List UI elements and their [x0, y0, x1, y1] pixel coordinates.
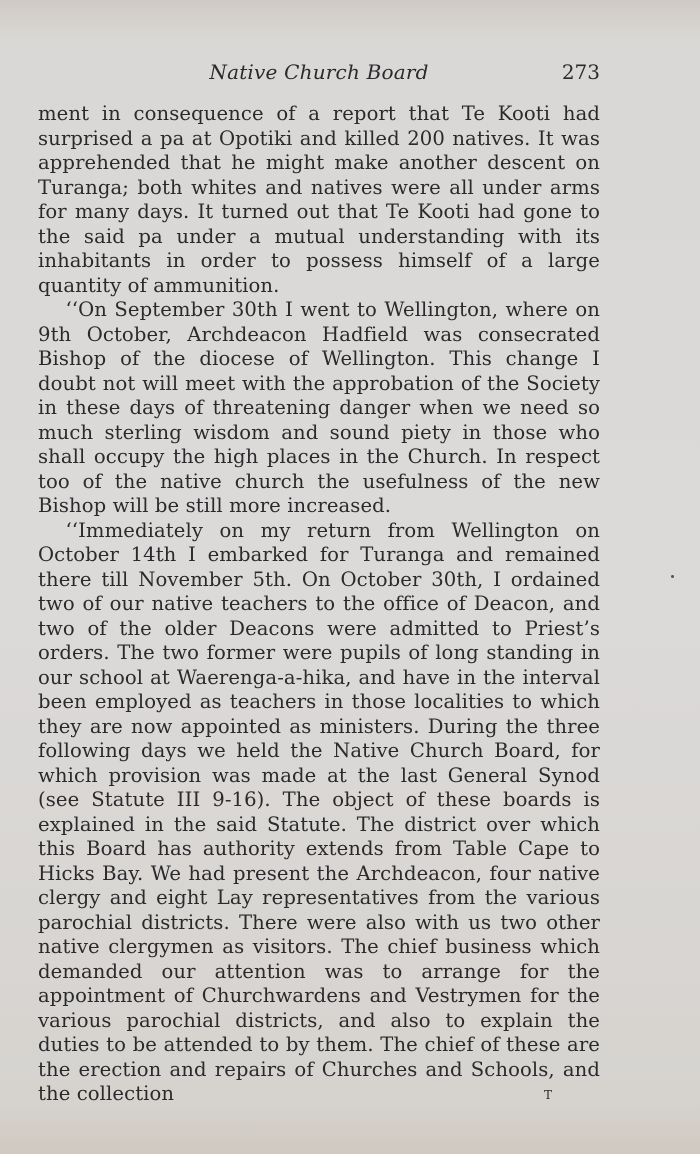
- page-number: 273: [561, 60, 600, 84]
- signature-mark: T: [544, 1088, 553, 1102]
- page-header: [38, 60, 600, 86]
- running-title: Native Church Board: [209, 60, 429, 84]
- ink-speck: [671, 575, 674, 578]
- body-text: [38, 102, 600, 1107]
- paragraph-wellington: ‘‘On September 30th I went to Wellington, where on 9th October, Archdeacon Hadfield was consecrated Bishop of the diocese of Wellington. This change I doubt not will meet with the approbation of the Society in these days of threatening danger when we need so much sterling wisdom and sound piety in those who shall occupy the high places in the Church. In respect too of the native church the usefulness of the new Bishop will be still more increased.: [38, 298, 600, 517]
- paragraph-turanga: ‘‘Immediately on my return from Wellington on October 14th I embarked for Turanga and remained there till November 5th. On October 30th, I ordained two of our native teachers to the office of Deacon, and two of the older Deacons were admitted to Priest’s orders. The two former were pupils of long standing in our school at Waerenga-a-hika, and have in the interval been employed as teachers in those localities to which they are now appointed as ministers. During the three following days we held the Native Church Board, for which provision was made at the last General Synod (see Statute III 9-16). The object of these boards is explained in the said Statute. The district over which this Board has authority extends from Table Cape to Hicks Bay. We had present the Archdeacon, four native clergy and eight Lay representatives from the various parochial districts. There were also with us two other native clergymen as visitors. The chief business which demanded our attention was to arrange for the appointment of Churchwardens and Vestrymen for the various parochial districts, and also to explain the duties to be attended to by them. The chief of these are the erection and repairs of Churches and Schools, and the collection: [38, 518, 600, 1105]
- paragraph-continuation: ment in consequence of a report that Te Kooti had surprised a pa at Opotiki and killed 200 natives. It was apprehended that he might make another descent on Turanga; both whites and natives were all under arms for many days. It turned out that Te Kooti had gone to the said pa under a mutual understanding with its inhabitants in order to possess himself of a large quantity of ammunition.: [38, 102, 600, 297]
